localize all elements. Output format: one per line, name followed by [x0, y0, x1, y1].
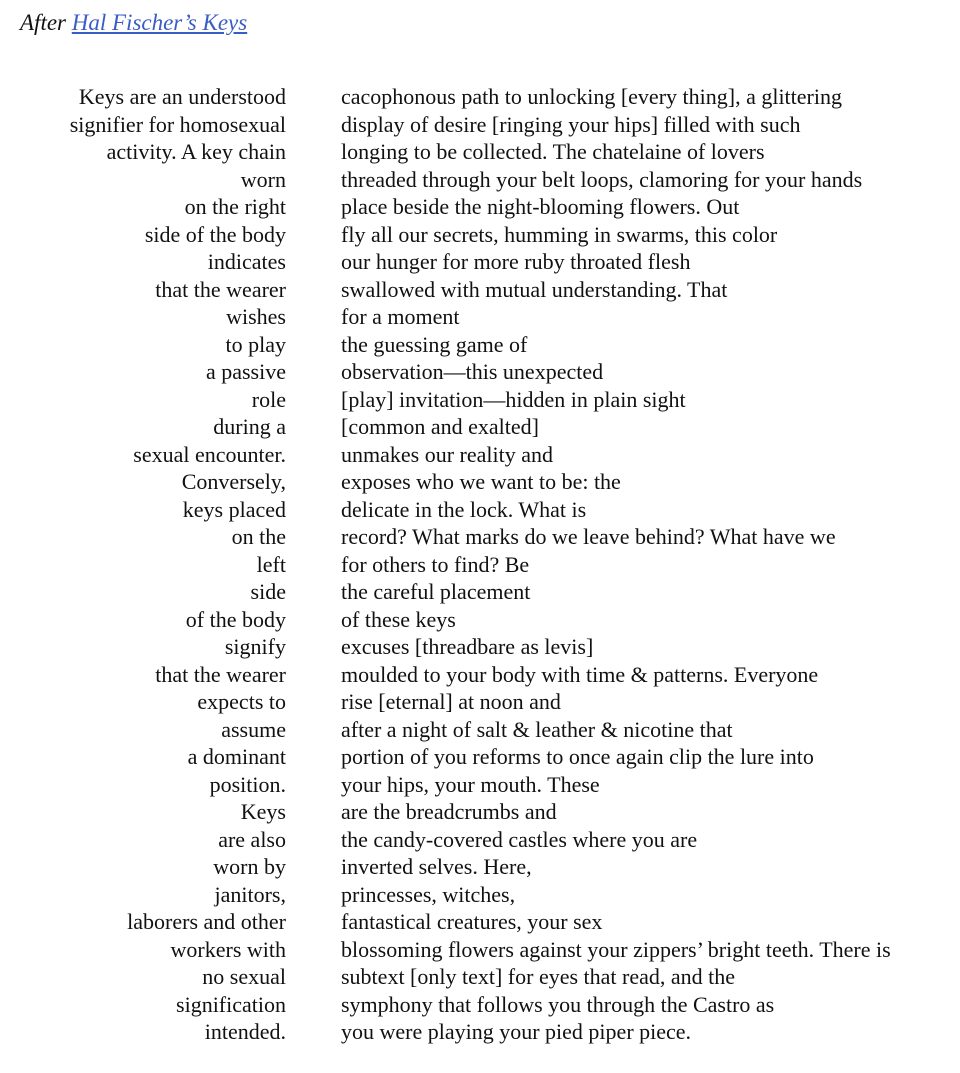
poem-right-column-text: [common and exalted] — [341, 414, 539, 439]
poem-line — [0, 908, 960, 936]
poem-line — [0, 248, 960, 276]
poem-right-column-text: are the breadcrumbs and — [341, 799, 557, 824]
poem-right-column-text: the careful placement — [341, 579, 531, 604]
poem-left-column-text: a dominant — [187, 744, 286, 769]
poem-left-column-text: sexual encounter. — [133, 441, 286, 467]
poem-line — [0, 358, 960, 386]
poem-left-column-text: keys placed — [182, 496, 286, 522]
poem-left-column-text: janitors, — [214, 881, 286, 907]
poem-line — [0, 661, 960, 689]
epigraph — [20, 8, 247, 38]
poem-line — [0, 633, 960, 661]
poem-left-column-text: no sexual — [202, 964, 286, 989]
poem-right-column-text: for a moment — [341, 304, 460, 329]
poem-right-column-text: rise [eternal] at noon and — [341, 689, 561, 714]
poem-right-column-text: symphony that follows you through the Castro as — [341, 991, 775, 1017]
poem-left-column-text: worn — [240, 166, 286, 192]
poem-right-column-text: of these keys — [341, 606, 456, 632]
poem-right-column-text: the guessing game of — [341, 331, 528, 357]
poem-right-column-text: delicate in the lock. What is — [341, 496, 587, 522]
poem-right-column-text: after a night of salt & leather & nicotine that — [341, 716, 733, 742]
poem-left-column-text: side of the body — [144, 221, 286, 247]
poem-line — [0, 468, 960, 496]
poem-left-column-text: expects to — [197, 689, 286, 714]
poem-right-column-text: inverted selves. Here, — [341, 854, 532, 879]
poem-left-column-text: on the right — [184, 194, 286, 219]
poem-line — [0, 166, 960, 194]
poem-right-column-text: display of desire [ringing your hips] filled with such — [341, 111, 801, 137]
poem-left-column-text: side — [250, 579, 286, 604]
poem-line — [0, 688, 960, 716]
poem — [0, 83, 960, 1046]
poem-right-column-text: unmakes our reality and — [341, 441, 553, 467]
poem-left-column-text: assume — [221, 716, 286, 742]
poem-left-column-text: that the wearer — [155, 661, 286, 687]
poem-line — [0, 881, 960, 909]
poem-left-column-text: are also — [218, 826, 286, 852]
poem-left-column-text: Keys are an understood — [78, 84, 286, 109]
poem-right-column-text: exposes who we want to be: the — [341, 469, 621, 494]
poem-left-column-text: wishes — [226, 304, 286, 329]
poem-right-column-text: our hunger for more ruby throated flesh — [341, 249, 691, 274]
poem-line — [0, 771, 960, 799]
poem-left-column-text: signify — [224, 634, 286, 659]
poem-right-column-text: swallowed with mutual understanding. That — [341, 276, 728, 302]
poem-right-column-text: cacophonous path to unlocking [every thing], a glittering — [341, 84, 842, 109]
poem-line — [0, 193, 960, 221]
poem-right-column-text: longing to be collected. The chatelaine of lovers — [341, 139, 765, 164]
poem-right-column-text: record? What marks do we leave behind? What have we — [341, 524, 836, 549]
poem-left-column-text: signification — [176, 991, 286, 1017]
poem-right-column-text: your hips, your mouth. These — [341, 771, 600, 797]
poem-line — [0, 743, 960, 771]
poem-line — [0, 386, 960, 414]
poem-right-column-text: place beside the night-blooming flowers. Out — [341, 194, 740, 219]
epigraph-source-link[interactable]: Hal Fischer’s Keys — [71, 10, 248, 35]
poem-right-column-text: princesses, witches, — [341, 881, 516, 907]
poem-left-column-text: laborers and other — [127, 909, 286, 934]
poem-left-column-text: Conversely, — [181, 469, 286, 494]
poem-left-column-text: during a — [213, 414, 286, 439]
poem-line — [0, 138, 960, 166]
poem-right-column-text: you were playing your pied piper piece. — [341, 1019, 692, 1044]
poem-right-column-text: for others to find? Be — [341, 551, 530, 577]
poem-left-column-text: activity. A key chain — [106, 139, 286, 164]
poem-line — [0, 936, 960, 964]
poem-left-column-text: Keys — [240, 799, 286, 824]
poem-left-column-text: to play — [225, 331, 286, 357]
poem-left-column-text: of the body — [185, 606, 286, 632]
poem-right-column-text: fantastical creatures, your sex — [341, 909, 603, 934]
poem-line — [0, 413, 960, 441]
poem-left-column-text: that the wearer — [155, 276, 286, 302]
poem-line — [0, 826, 960, 854]
poem-right-column-text: observation—this unexpected — [341, 359, 604, 384]
poem-left-column-text: on the — [231, 524, 286, 549]
poem-left-column-text: indicates — [207, 249, 286, 274]
poem-left-column-text: left — [256, 551, 286, 577]
poem-right-column-text: blossoming flowers against your zippers’ bright teeth. There is — [341, 936, 891, 962]
poem-right-column-text: excuses [threadbare as levis] — [341, 634, 594, 659]
poem-left-column-text: signifier for homosexual — [69, 111, 286, 137]
poem-line — [0, 991, 960, 1019]
poem-line — [0, 441, 960, 469]
poem-right-column-text: moulded to your body with time & patterns. Everyone — [341, 661, 819, 687]
poem-line — [0, 853, 960, 881]
poem-right-column-text: portion of you reforms to once again clip the lure into — [341, 744, 814, 769]
poem-right-column-text: [play] invitation—hidden in plain sight — [341, 386, 686, 412]
poem-left-column-text: role — [251, 386, 286, 412]
poem-left-column-text: a passive — [205, 359, 286, 384]
poem-line — [0, 551, 960, 579]
poem-left-column-text: workers with — [170, 936, 286, 962]
poem-line — [0, 276, 960, 304]
poem-right-column-text: fly all our secrets, humming in swarms, this color — [341, 221, 778, 247]
poem-line — [0, 331, 960, 359]
poem-line — [0, 221, 960, 249]
poem-right-column-text: threaded through your belt loops, clamoring for your hands — [341, 166, 863, 192]
poem-line — [0, 496, 960, 524]
poem-line — [0, 716, 960, 744]
poem-line — [0, 1018, 960, 1046]
poem-line — [0, 963, 960, 991]
poem-right-column-text: the candy-covered castles where you are — [341, 826, 698, 852]
poem-line — [0, 523, 960, 551]
poem-line — [0, 578, 960, 606]
poem-line — [0, 303, 960, 331]
poem-left-column-text: worn by — [213, 854, 286, 879]
poem-line — [0, 798, 960, 826]
poem-left-column-text: intended. — [204, 1019, 286, 1044]
poem-left-column-text: position. — [209, 771, 286, 797]
poem-line — [0, 606, 960, 634]
poem-line — [0, 111, 960, 139]
epigraph-prefix: After — [20, 10, 66, 35]
poem-line — [0, 83, 960, 111]
poem-right-column-text: subtext [only text] for eyes that read, and the — [341, 964, 736, 989]
